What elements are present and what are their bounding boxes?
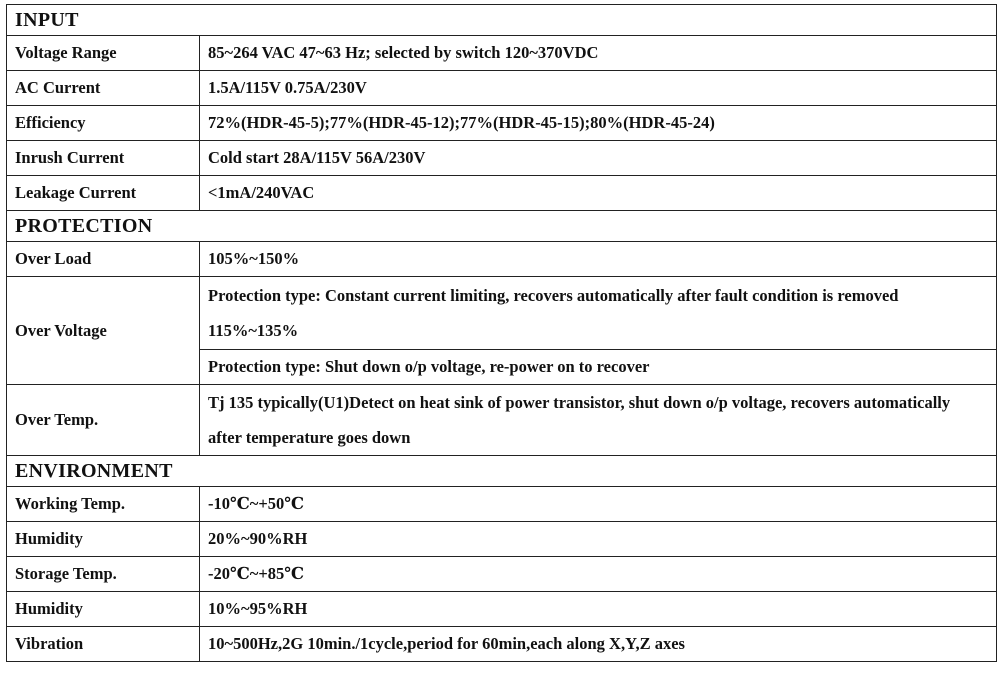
section-title: ENVIRONMENT <box>7 456 997 487</box>
spec-label: Humidity <box>7 522 200 557</box>
section-header-input <box>7 5 997 36</box>
spec-value: Protection type: Constant current limiting, recovers automatically after fault condition is removed 115%~135% <box>200 277 997 350</box>
spec-label: Over Voltage <box>7 277 200 385</box>
spec-label: Over Temp. <box>7 385 200 456</box>
spec-label: Over Load <box>7 242 200 277</box>
spec-label: Storage Temp. <box>7 557 200 592</box>
spec-label: Working Temp. <box>7 487 200 522</box>
spec-value: 10%~95%RH <box>200 592 997 627</box>
spec-label: Vibration <box>7 627 200 662</box>
spec-label: AC Current <box>7 71 200 106</box>
spec-row-leakage-current <box>7 176 997 211</box>
spec-row-ac-current <box>7 71 997 106</box>
section-header-environment <box>7 456 997 487</box>
spec-row-vibration <box>7 627 997 662</box>
spec-label: Efficiency <box>7 106 200 141</box>
spec-row-inrush-current <box>7 141 997 176</box>
spec-label: Voltage Range <box>7 36 200 71</box>
spec-row-working-humidity <box>7 522 997 557</box>
section-title: INPUT <box>7 5 997 36</box>
spec-value: Protection type: Shut down o/p voltage, re-power on to recover <box>200 350 997 385</box>
spec-row-voltage-range <box>7 36 997 71</box>
spec-row-storage-humidity <box>7 592 997 627</box>
section-title: PROTECTION <box>7 211 997 242</box>
spec-table <box>6 4 997 662</box>
spec-label: Inrush Current <box>7 141 200 176</box>
spec-value: Tj 135 typically(U1)Detect on heat sink of power transistor, shut down o/p voltage, recovers automatically after temperature goes down <box>200 385 997 456</box>
spec-row-over-load <box>7 242 997 277</box>
spec-row-over-temp <box>7 385 997 456</box>
spec-value: 72%(HDR-45-5);77%(HDR-45-12);77%(HDR-45-15);80%(HDR-45-24) <box>200 106 997 141</box>
spec-row-storage-temp <box>7 557 997 592</box>
spec-value: -20℃~+85℃ <box>200 557 997 592</box>
spec-value: -10℃~+50℃ <box>200 487 997 522</box>
spec-value: 105%~150% <box>200 242 997 277</box>
spec-value: Cold start 28A/115V 56A/230V <box>200 141 997 176</box>
spec-label: Humidity <box>7 592 200 627</box>
spec-value: 10~500Hz,2G 10min./1cycle,period for 60min,each along X,Y,Z axes <box>200 627 997 662</box>
spec-value: 85~264 VAC 47~63 Hz; selected by switch 120~370VDC <box>200 36 997 71</box>
spec-value: 1.5A/115V 0.75A/230V <box>200 71 997 106</box>
section-header-protection <box>7 211 997 242</box>
spec-row-over-voltage <box>7 277 997 350</box>
spec-value: <1mA/240VAC <box>200 176 997 211</box>
spec-row-efficiency <box>7 106 997 141</box>
spec-value: 20%~90%RH <box>200 522 997 557</box>
spec-row-working-temp <box>7 487 997 522</box>
spec-label: Leakage Current <box>7 176 200 211</box>
